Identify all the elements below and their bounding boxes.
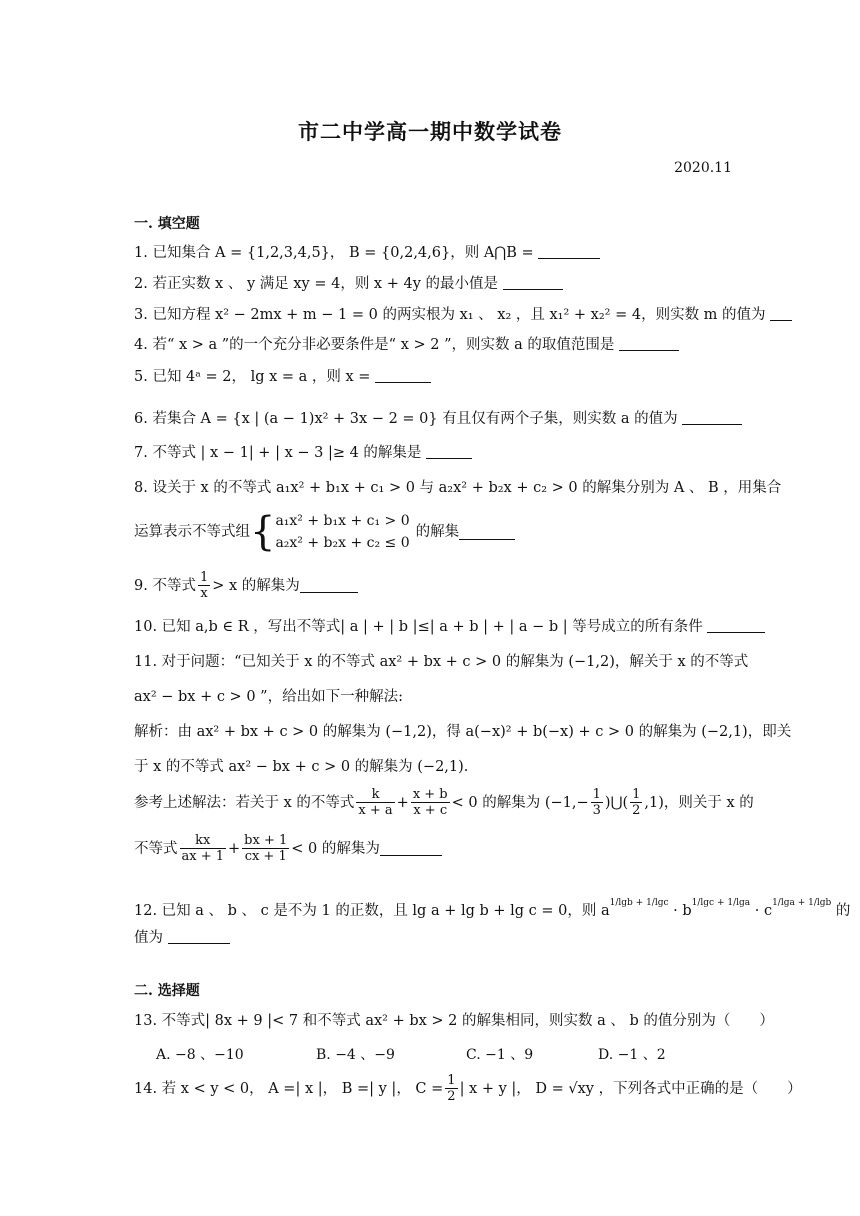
- question-11-line6: 不等式 $\frac{kx}{ax + 1}$ + $\frac{bx + 1}{cx + 1}$ < 0 的解集为: [134, 833, 442, 864]
- fraction: $\frac{bx + 1}{cx + 1}$: [244, 833, 288, 864]
- page-title: 市二中学高一期中数学试卷: [298, 119, 562, 144]
- answer-blank[interactable]: [619, 336, 679, 351]
- answer-blank[interactable]: [168, 929, 230, 944]
- answer-blank[interactable]: [300, 578, 358, 593]
- question-11-line5: 参考上述解法：若关于 x 的不等式 $\frac{k}{x + a}$ + $\frac{x + b}{x + c}$ < 0 的解集为 (−1,− $\frac{1}{3}$ )⋃( $\frac{1}{2}$ ,1)，则关于 x 的: [134, 787, 754, 818]
- question-7: 7. 不等式 | x − 1| + | x − 3 |≥ 4 的解集是: [134, 443, 734, 463]
- fraction: $\frac{1}{x}$: [199, 570, 209, 601]
- section-fill-title: 一. 填空题: [134, 216, 200, 232]
- question-12-line1: 12. 已知 a 、 b 、 c 是不为 1 的正数，且 lg a + lg b + lg c = 0，则 $a^{1/lgb + 1/lgc} \cdot b^{1/lgc + 1/lga} \cdot c^{1/lga + 1/lgb}$ 的: [134, 898, 851, 919]
- answer-blank[interactable]: [380, 841, 442, 856]
- question-11-line3: 解析：由 ax² + bx + c > 0 的解集为 (−1,2)，得 a(−x)² + b(−x) + c > 0 的解集为 (−2,1)，即关: [134, 724, 792, 740]
- question-1: 1. 已知集合 A = {1,2,3,4,5}， B = {0,2,4,6}，则 A⋂B =: [134, 243, 734, 263]
- option-b[interactable]: B. −4 、−9: [316, 1047, 395, 1063]
- question-4: 4. 若“ x > a ”的一个充分非必要条件是“ x > 2 ”，则实数 a 的取值范围是: [134, 335, 734, 355]
- question-9: 9. 不等式 $\frac{1}{x}$ > x 的解集为: [134, 570, 358, 601]
- option-d[interactable]: D. −1 、2: [598, 1047, 666, 1063]
- fraction: $\frac{1}{3}$: [592, 787, 601, 818]
- question-14: 14. 若 x < y < 0， A =| x |， B =| y |， C = $\frac{1}{2}$ | x + y |， D = √xy ，下列各式中正确的是（ ）: [134, 1073, 802, 1104]
- question-11-line4: 于 x 的不等式 ax² − bx + c > 0 的解集为 (−2,1).: [134, 759, 469, 775]
- option-a[interactable]: A. −8 、−10: [156, 1047, 244, 1063]
- answer-blank[interactable]: [707, 618, 765, 633]
- fraction: $\frac{1}{2}$: [632, 787, 641, 818]
- answer-blank[interactable]: [538, 244, 600, 259]
- answer-blank[interactable]: [682, 410, 742, 425]
- question-8-system: 运算表示不等式组 { a₁x² + b₁x + c₁ > 0 a₂x² + b₂x + c₂ ≤ 0 的解集: [134, 508, 515, 556]
- fraction: $\frac{x + b}{x + c}$: [412, 787, 448, 818]
- section-choice-title: 二. 选择题: [134, 983, 200, 999]
- brace-symbol: {: [250, 509, 276, 555]
- question-5: 5. 已知 4ᵃ = 2， lg x = a ，则 x =: [134, 367, 734, 387]
- question-8-line1: 8. 设关于 x 的不等式 a₁x² + b₁x + c₁ > 0 与 a₂x² + b₂x + c₂ > 0 的解集分别为 A 、 B ，用集合: [134, 480, 782, 496]
- question-11-line2: ax² − bx + c > 0 ”，给出如下一种解法:: [134, 689, 403, 705]
- exam-date: 2020.11: [674, 160, 732, 176]
- option-c[interactable]: C. −1 、9: [466, 1047, 534, 1063]
- answer-blank[interactable]: [770, 306, 792, 321]
- question-11-line1: 11. 对于问题：“已知关于 x 的不等式 ax² + bx + c > 0 的解集为 (−1,2)，解关于 x 的不等式: [134, 654, 749, 670]
- question-13: 13. 不等式| 8x + 9 |< 7 和不等式 ax² + bx > 2 的解集相同，则实数 a 、 b 的值分别为（ ）: [134, 1013, 774, 1029]
- fraction: $\frac{1}{2}$: [447, 1073, 456, 1104]
- inequality-system: a₁x² + b₁x + c₁ > 0 a₂x² + b₂x + c₂ ≤ 0: [275, 513, 410, 551]
- fraction: $\frac{kx}{ax + 1}$: [181, 833, 225, 864]
- question-6: 6. 若集合 A = {x | (a − 1)x² + 3x − 2 = 0} 有且仅有两个子集，则实数 a 的值为: [134, 409, 734, 429]
- question-3: 3. 已知方程 x² − 2mx + m − 1 = 0 的两实根为 x₁ 、 x₂ ，且 x₁² + x₂² = 4，则实数 m 的值为: [134, 305, 734, 325]
- answer-blank[interactable]: [426, 444, 472, 459]
- question-10: 10. 已知 a,b ∈ R ，写出不等式| a | + | b |≤| a + b | + | a − b | 等号成立的所有条件: [134, 617, 734, 637]
- question-12-line2: 值为: [134, 928, 734, 948]
- answer-blank[interactable]: [375, 368, 431, 383]
- answer-blank[interactable]: [503, 275, 563, 290]
- answer-blank[interactable]: [459, 525, 515, 540]
- question-2: 2. 若正实数 x 、 y 满足 xy = 4，则 x + 4y 的最小值是: [134, 274, 734, 294]
- fraction: $\frac{k}{x + a}$: [358, 787, 393, 818]
